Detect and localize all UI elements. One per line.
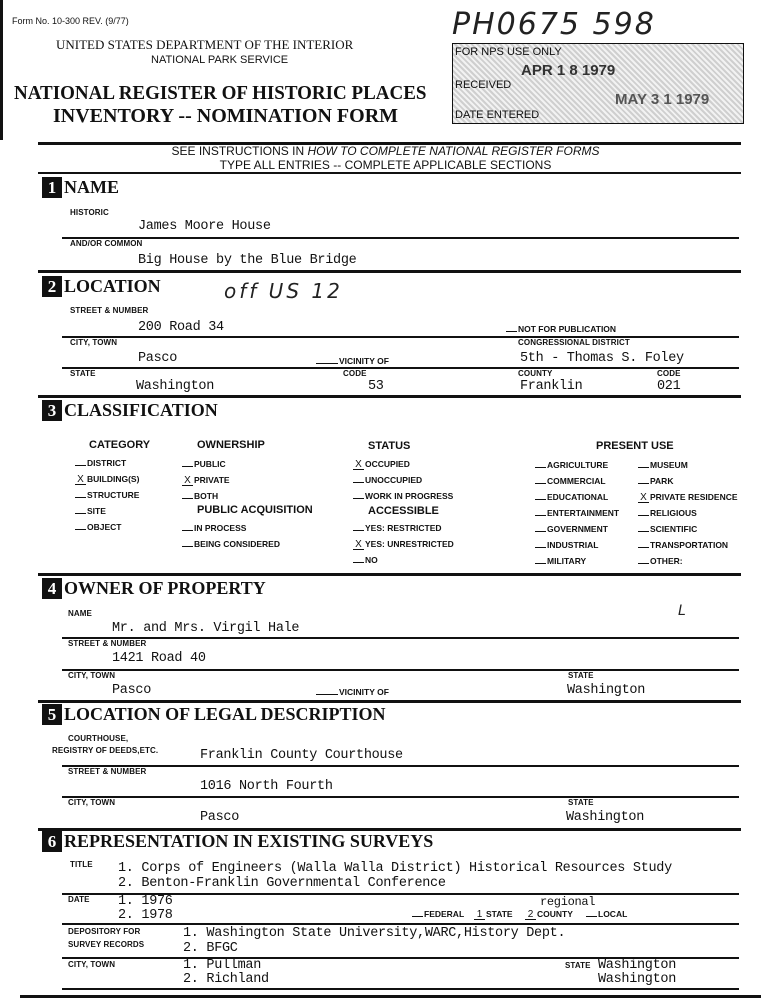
option-label: LOCAL: [598, 909, 628, 919]
checkbox-mark: X: [638, 493, 649, 503]
legal-state-value[interactable]: Washington: [566, 810, 645, 825]
option-label: TRANSPORTATION: [650, 540, 729, 550]
date-entered-label: DATE ENTERED: [455, 109, 540, 121]
congressional-label: CONGRESSIONAL DISTRICT: [518, 338, 630, 347]
vicinity-checkbox[interactable]: [316, 357, 389, 366]
level-local[interactable]: [586, 910, 627, 919]
handwritten-id: PH0675 598: [452, 7, 656, 42]
option-label: DISTRICT: [87, 458, 127, 468]
category-header: CATEGORY: [89, 439, 151, 451]
section-5-header: [42, 704, 386, 725]
service: NATIONAL PARK SERVICE: [151, 54, 289, 66]
use-government[interactable]: [535, 525, 608, 534]
level-county[interactable]: [525, 910, 573, 920]
checkbox-mark: [75, 465, 86, 466]
department: UNITED STATES DEPARTMENT OF THE INTERIOR: [56, 37, 354, 52]
received-date: APR 1 8 1979: [521, 62, 616, 79]
category-structure[interactable]: [75, 491, 139, 500]
entered-date: MAY 3 1 1979: [615, 91, 710, 108]
courthouse-label: COURTHOUSE,: [68, 734, 129, 743]
use-museum[interactable]: [638, 461, 688, 470]
accessible-restricted[interactable]: [353, 524, 442, 533]
checkbox-mark: [353, 562, 364, 563]
checkbox-mark: [182, 546, 193, 547]
use-educational[interactable]: [535, 493, 608, 502]
form-title-1: NATIONAL REGISTER OF HISTORIC PLACES: [14, 82, 427, 104]
checkbox-mark: [506, 331, 517, 332]
legal-state-label: STATE: [568, 798, 594, 807]
checkbox-mark: [182, 466, 193, 467]
option-label: IN PROCESS: [194, 523, 247, 533]
checkbox-mark: X: [353, 460, 364, 470]
status-header: STATUS: [368, 440, 411, 452]
rule: [62, 923, 739, 925]
legal-street-label: STREET & NUMBER: [68, 767, 147, 776]
owner-vicinity-checkbox[interactable]: [316, 688, 389, 697]
legal-street-value[interactable]: 1016 North Fourth: [200, 779, 333, 794]
option-label: PARK: [650, 476, 674, 486]
checkbox-mark: [353, 530, 364, 531]
section-3-header: [42, 400, 218, 421]
owner-street-label: STREET & NUMBER: [68, 639, 147, 648]
legal-city-value[interactable]: Pasco: [200, 810, 240, 825]
street-value[interactable]: 200 Road 34: [138, 320, 224, 335]
status-unoccupied[interactable]: [353, 476, 422, 485]
checkbox-mark: [535, 563, 546, 564]
courthouse-value[interactable]: Franklin County Courthouse: [200, 748, 403, 763]
level-federal[interactable]: [412, 910, 464, 919]
owner-name-value[interactable]: Mr. and Mrs. Virgil Hale: [112, 621, 300, 636]
rule: [62, 796, 739, 798]
status-occupied[interactable]: [353, 460, 410, 470]
rule: [62, 988, 739, 990]
survey-title-1[interactable]: 1. Corps of Engineers (Walla Walla District) Historical Resources Study: [118, 861, 672, 876]
not-pub-label: NOT FOR PUBLICATION: [518, 324, 617, 334]
use-commercial[interactable]: [535, 477, 606, 486]
owner-name-label: NAME: [68, 609, 92, 618]
option-label: EDUCATIONAL: [547, 492, 609, 502]
option-label: STRUCTURE: [87, 490, 140, 500]
category-district[interactable]: [75, 459, 126, 468]
option-label: SCIENTIFIC: [650, 524, 698, 534]
depository-label-2: SURVEY RECORDS: [68, 940, 145, 949]
section-number: 5: [42, 704, 62, 725]
city-value[interactable]: Pasco: [138, 351, 178, 366]
use-agriculture[interactable]: [535, 461, 608, 470]
use-industrial[interactable]: [535, 541, 598, 550]
section-title: LOCATION OF LEGAL DESCRIPTION: [64, 704, 386, 724]
checkbox-mark: [638, 515, 649, 516]
common-value[interactable]: Big House by the Blue Bridge: [138, 253, 357, 268]
checkbox-mark: [75, 513, 86, 514]
depository-2[interactable]: 2. BFGC: [183, 941, 238, 956]
option-label: ENTERTAINMENT: [547, 508, 620, 518]
option-label: AGRICULTURE: [547, 460, 609, 470]
code-label: CODE: [343, 369, 367, 378]
acquisition-in-process[interactable]: [182, 524, 246, 533]
section-number: 1: [42, 177, 62, 198]
option-label: PRIVATE: [194, 475, 230, 485]
survey-state-2[interactable]: Washington: [598, 972, 677, 987]
option-label: RELIGIOUS: [650, 508, 697, 518]
acquisition-header: PUBLIC ACQUISITION: [197, 504, 313, 516]
city-label: CITY, TOWN: [70, 338, 118, 347]
survey-city-1[interactable]: 1. Pullman: [183, 958, 262, 973]
category-site[interactable]: [75, 507, 106, 516]
use-entertainment[interactable]: [535, 509, 619, 518]
checkbox-mark: [75, 497, 86, 498]
instructions-line2: TYPE ALL ENTRIES -- COMPLETE APPLICABLE SECTIONS: [219, 158, 552, 172]
category-object[interactable]: [75, 523, 121, 532]
checkbox-mark: [535, 483, 546, 484]
survey-date-2[interactable]: 2. 1978: [118, 908, 173, 923]
county-label: COUNTY: [518, 369, 553, 378]
section-2-header: [42, 276, 161, 297]
option-label: PRIVATE RESIDENCE: [650, 492, 738, 502]
instructions-line1: [0, 145, 771, 157]
owner-state-label: STATE: [568, 671, 594, 680]
survey-city-2[interactable]: 2. Richland: [183, 972, 269, 987]
section-6-header: [42, 831, 433, 852]
section-title: REPRESENTATION IN EXISTING SURVEYS: [64, 831, 434, 851]
use-transportation[interactable]: [638, 541, 728, 550]
rule: [62, 336, 739, 338]
checkbox-mark: [412, 916, 423, 917]
checkbox-mark: 1: [474, 910, 485, 920]
level-state[interactable]: [474, 910, 513, 920]
option-label: BOTH: [194, 491, 219, 501]
checkbox-mark: X: [75, 475, 86, 485]
option-label: MUSEUM: [650, 460, 688, 470]
county-code-label: CODE: [657, 369, 681, 378]
checkbox-mark: [182, 498, 193, 499]
option-label: YES: UNRESTRICTED: [365, 539, 454, 549]
rule: [62, 367, 739, 369]
form-number: Form No. 10-300 REV. (9/77): [12, 16, 129, 26]
section-number: 6: [42, 831, 62, 852]
option-label: OBJECT: [87, 522, 122, 532]
legal-city-label: CITY, TOWN: [68, 798, 116, 807]
checkbox-mark: [535, 531, 546, 532]
instr-prefix: SEE INSTRUCTIONS IN: [171, 144, 308, 158]
option-label: FEDERAL: [424, 909, 465, 919]
divider: [38, 573, 741, 576]
checkbox-mark: [638, 531, 649, 532]
ownership-both[interactable]: [182, 492, 218, 501]
handwritten-note: off US 12: [224, 279, 343, 303]
option-label: INDUSTRIAL: [547, 540, 599, 550]
historic-label: HISTORIC: [70, 208, 109, 217]
divider: [20, 995, 761, 998]
received-label: RECEIVED: [455, 79, 512, 91]
option-label: BEING CONSIDERED: [194, 539, 280, 549]
acquisition-being-considered[interactable]: [182, 540, 280, 549]
option-label: STATE: [486, 909, 513, 919]
survey-title-2[interactable]: 2. Benton-Franklin Governmental Conference: [118, 876, 446, 891]
checkbox-mark: X: [353, 540, 364, 550]
checkbox-mark: [586, 916, 597, 917]
owner-street-value[interactable]: 1421 Road 40: [112, 651, 206, 666]
checkbox-mark: 2: [525, 910, 536, 920]
rule: [62, 637, 739, 639]
section-number: 2: [42, 276, 62, 297]
section-title: CLASSIFICATION: [64, 400, 218, 420]
option-label: SITE: [87, 506, 106, 516]
divider: [38, 172, 741, 174]
use-private-residence[interactable]: [638, 493, 738, 503]
section-title: OWNER OF PROPERTY: [64, 578, 266, 598]
divider: [38, 395, 741, 398]
owner-state-value[interactable]: Washington: [567, 683, 646, 698]
scan-edge: [0, 0, 3, 140]
survey-title-label: TITLE: [70, 860, 93, 869]
checkbox-mark: [638, 547, 649, 548]
survey-state-label: STATE: [565, 961, 591, 970]
depository-label-1: DEPOSITORY FOR: [68, 927, 141, 936]
checkbox-mark: [535, 467, 546, 468]
section-number: 4: [42, 578, 62, 599]
section-4-header: [42, 578, 266, 599]
rule: [62, 237, 739, 239]
state-code-value[interactable]: 53: [368, 379, 384, 394]
option-label: MILITARY: [547, 556, 587, 566]
ownership-private[interactable]: [182, 476, 230, 486]
owner-city-value[interactable]: Pasco: [112, 683, 152, 698]
accessible-no[interactable]: [353, 556, 378, 565]
rule: [62, 669, 739, 671]
registry-label: REGISTRY OF DEEDS,ETC.: [52, 746, 159, 755]
option-label: COMMERCIAL: [547, 476, 606, 486]
checkbox-mark: [316, 694, 338, 695]
use-military[interactable]: [535, 557, 586, 566]
congressional-value[interactable]: 5th - Thomas S. Foley: [520, 351, 684, 366]
historic-value[interactable]: James Moore House: [138, 219, 271, 234]
accessible-header: ACCESSIBLE: [368, 505, 439, 517]
state-value[interactable]: Washington: [136, 379, 215, 394]
category-buildings[interactable]: [75, 475, 139, 485]
vicinity-label: VICINITY OF: [339, 356, 389, 366]
section-title: NAME: [64, 177, 119, 197]
nps-label: FOR NPS USE ONLY: [455, 46, 562, 58]
handwritten-mark: L: [678, 603, 686, 619]
divider: [38, 700, 741, 703]
depository-1[interactable]: 1. Washington State University,WARC,History Dept.: [183, 926, 566, 941]
ownership-public[interactable]: [182, 460, 226, 469]
option-label: COUNTY: [537, 909, 573, 919]
checkbox-mark: [638, 483, 649, 484]
use-religious[interactable]: [638, 509, 697, 518]
checkbox-mark: [316, 363, 338, 364]
checkbox-mark: [638, 563, 649, 564]
section-number: 3: [42, 400, 62, 421]
survey-date-label: DATE: [68, 895, 90, 904]
nps-use-box: [452, 43, 744, 124]
form-title-2: INVENTORY -- NOMINATION FORM: [53, 105, 399, 127]
option-label: WORK IN PROGRESS: [365, 491, 454, 501]
use-scientific[interactable]: [638, 525, 697, 534]
present-use-header: PRESENT USE: [596, 440, 674, 452]
option-label: UNOCCUPIED: [365, 475, 423, 485]
option-label: PUBLIC: [194, 459, 226, 469]
section-title: LOCATION: [64, 276, 161, 296]
not-for-publication[interactable]: [506, 325, 616, 334]
use-other[interactable]: [638, 557, 683, 566]
use-park[interactable]: [638, 477, 673, 486]
checkbox-mark: [353, 482, 364, 483]
option-label: YES: RESTRICTED: [365, 523, 442, 533]
checkbox-mark: [535, 499, 546, 500]
checkbox-mark: [638, 467, 649, 468]
instr-italic: HOW TO COMPLETE NATIONAL REGISTER FORMS: [307, 144, 600, 158]
survey-city-label: CITY, TOWN: [68, 960, 116, 969]
rule: [62, 765, 739, 767]
option-label: OTHER:: [650, 556, 683, 566]
vicinity-label: VICINITY OF: [339, 687, 389, 697]
option-label: NO: [365, 555, 378, 565]
section-1-header: [42, 177, 119, 198]
status-work-in-progress[interactable]: [353, 492, 453, 501]
survey-state-1[interactable]: Washington: [598, 958, 677, 973]
divider: [38, 270, 741, 273]
checkbox-mark: [535, 547, 546, 548]
checkbox-mark: [75, 529, 86, 530]
state-label: STATE: [70, 369, 96, 378]
checkbox-mark: [182, 530, 193, 531]
checkbox-mark: X: [182, 476, 193, 486]
county-code-value[interactable]: 021: [657, 379, 681, 394]
checkbox-mark: [353, 498, 364, 499]
ownership-header: OWNERSHIP: [197, 439, 265, 451]
option-label: BUILDING(S): [87, 474, 140, 484]
level-note: regional: [540, 895, 596, 909]
county-value[interactable]: Franklin: [520, 379, 583, 394]
owner-city-label: CITY, TOWN: [68, 671, 116, 680]
common-label: AND/OR COMMON: [70, 239, 143, 248]
street-label: STREET & NUMBER: [70, 306, 149, 315]
option-label: OCCUPIED: [365, 459, 410, 469]
accessible-unrestricted[interactable]: [353, 540, 454, 550]
option-label: GOVERNMENT: [547, 524, 608, 534]
survey-date-1[interactable]: 1. 1976: [118, 894, 173, 909]
checkbox-mark: [535, 515, 546, 516]
